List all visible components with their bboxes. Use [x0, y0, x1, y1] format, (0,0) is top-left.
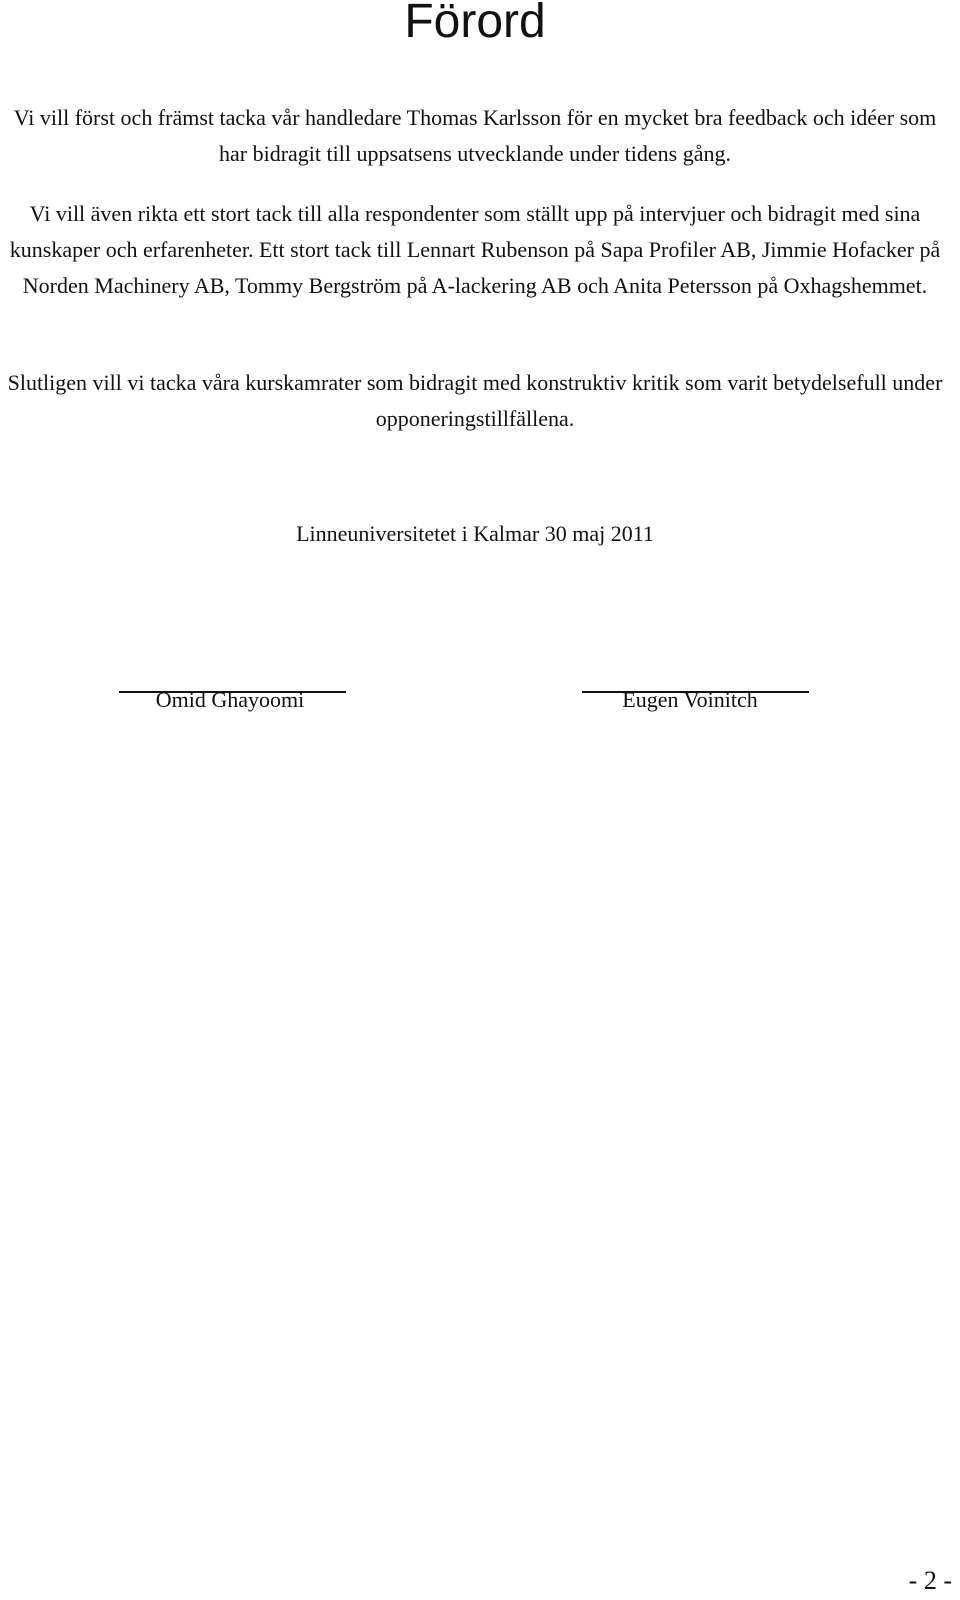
paragraph-thanks-respondents: Vi vill även rikta ett stort tack till alla respondenter som ställt upp på intervjuer och bidragit med sina kunskaper och erfarenheter. Ett stort tack till Lennart Rubenson på Sapa Profiler AB, Jimmie Hofacker på Norden Machinery AB, Tommy Bergström på A-lackering AB och Anita Petersson på Oxhagshemmet. [9, 201, 941, 298]
signature-name: Eugen Voinitch [622, 687, 758, 712]
page-number: - 2 - [908, 1566, 952, 1595]
place-date-line: Linneuniversitetet i Kalmar 30 maj 2011 [296, 521, 654, 546]
page-title: Förord [404, 0, 546, 48]
paragraph-thanks-supervisor: Vi vill först och främst tacka vår handledare Thomas Karlsson för en mycket bra feedback och idéer som har bidragit till uppsatsens utvecklande under tidens gång. [13, 105, 937, 166]
paragraph-thanks-classmates: Slutligen vill vi tacka våra kurskamrater som bidragit med konstruktiv kritik som varit betydelsefull under opponeringstillfällena. [7, 370, 943, 431]
signature-name: Omid Ghayoomi [155, 687, 305, 712]
